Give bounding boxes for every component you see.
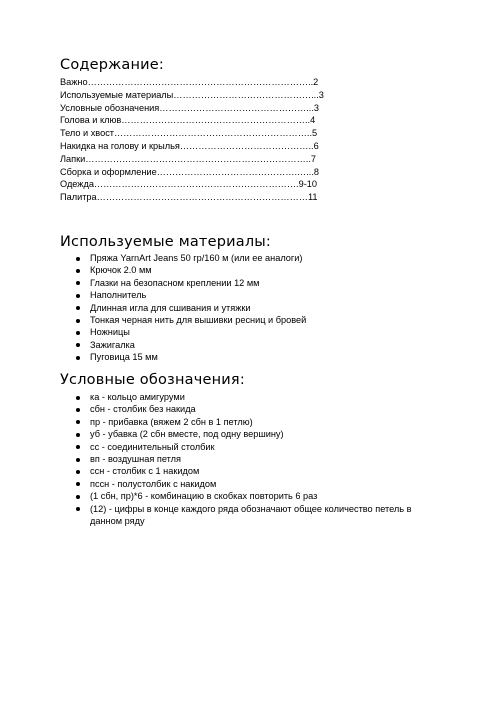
list-item (60, 403, 430, 415)
list-item (60, 339, 430, 351)
list-item-text: сс - соединительный столбик (90, 441, 215, 452)
list-item-text: сбн - столбик без накида (90, 404, 196, 415)
list-item (60, 503, 430, 528)
list-item (60, 428, 430, 440)
bullet-icon (76, 458, 80, 462)
list-item (60, 302, 430, 314)
bullet-icon (76, 294, 80, 298)
bullet-icon (76, 281, 80, 285)
list-item-text: ссн - столбик с 1 накидом (90, 466, 200, 477)
list-item-text: ка - кольцо амигуруми (90, 392, 185, 402)
list-item-text: вп - воздушная петля (90, 454, 181, 465)
list-item-text: Длинная игла для сшивания и утяжки (90, 302, 251, 313)
legend-list (60, 391, 430, 527)
bullet-icon (76, 507, 80, 511)
bullet-icon (76, 343, 80, 347)
legend-heading: Условные обозначения: (60, 372, 245, 388)
bullet-icon (76, 331, 80, 335)
list-item (60, 264, 430, 276)
list-item (60, 490, 430, 502)
list-item (60, 289, 430, 301)
list-item-text: Ножницы (90, 327, 130, 338)
list-item-text: Пуговица 15 мм (90, 352, 158, 363)
toc-item[interactable]: Важно………………………………………………………………..2 (60, 77, 319, 87)
toc-item[interactable]: Лапки………………………………………………………………..7 (60, 153, 316, 164)
list-item (60, 277, 430, 289)
list-item-text: (12) - цифры в конце каждого ряда обозначают общее количество петель в данном ряду (90, 503, 412, 527)
toc-item[interactable]: Тело и хвост………………………………………………………..5 (60, 128, 318, 139)
list-item (60, 478, 430, 490)
materials-heading: Используемые материалы: (60, 234, 272, 250)
list-item-text: Наполнитель (90, 290, 147, 301)
list-item (60, 416, 430, 428)
list-item-text: Тонкая черная нить для вышивки ресниц и бровей (90, 315, 307, 326)
materials-list (60, 252, 430, 364)
bullet-icon (76, 433, 80, 437)
bullet-icon (76, 470, 80, 474)
list-item-text: пссн - полустолбик с накидом (90, 478, 217, 489)
bullet-icon (76, 482, 80, 486)
list-item-text: Глазки на безопасном креплении 12 мм (90, 277, 260, 288)
list-item (60, 441, 430, 453)
list-item-text: Пряжа YarnArt Jeans 50 гр/160 м (или ее аналоги) (90, 253, 303, 263)
bullet-icon (76, 396, 80, 400)
list-item (60, 465, 430, 477)
toc-item[interactable]: Голова и клюв……………………………………………………..4 (60, 115, 316, 126)
toc-item[interactable]: Одежда………………………………………………………….9-10 (60, 179, 317, 190)
list-item-text: пр - прибавка (вяжем 2 сбн в 1 петлю) (90, 416, 253, 427)
list-item-text: Зажигалка (90, 339, 135, 350)
bullet-icon (76, 420, 80, 424)
toc-item[interactable]: Используемые материалы………………………………………...3 (60, 89, 324, 100)
bullet-icon (76, 445, 80, 449)
list-item (60, 453, 430, 465)
toc-item[interactable]: Палитра……………………………………………………………11 (60, 192, 318, 203)
list-item-text: Крючок 2.0 мм (90, 265, 152, 276)
table-of-contents (60, 76, 335, 204)
list-item (60, 314, 430, 326)
toc-item[interactable]: Накидка на голову и крылья……………………………………..6 (60, 140, 319, 151)
bullet-icon (76, 408, 80, 412)
bullet-icon (76, 356, 80, 360)
list-item-text: (1 сбн, пр)*6 - комбинацию в скобках повторить 6 раз (90, 491, 318, 502)
bullet-icon (76, 495, 80, 499)
bullet-icon (76, 269, 80, 273)
list-item-text: уб - убавка (2 сбн вместе, под одну вершину) (90, 429, 284, 440)
list-item (60, 252, 430, 264)
list-item (60, 351, 430, 363)
list-item (60, 391, 430, 403)
bullet-icon (76, 257, 80, 261)
toc-item[interactable]: Сборка и оформление……………………………………….…...8 (60, 166, 319, 177)
toc-item[interactable]: Условные обозначения…………………………………………...3 (60, 102, 320, 113)
bullet-icon (76, 306, 80, 310)
bullet-icon (76, 319, 80, 323)
toc-heading: Содержание: (60, 57, 165, 73)
list-item (60, 326, 430, 338)
